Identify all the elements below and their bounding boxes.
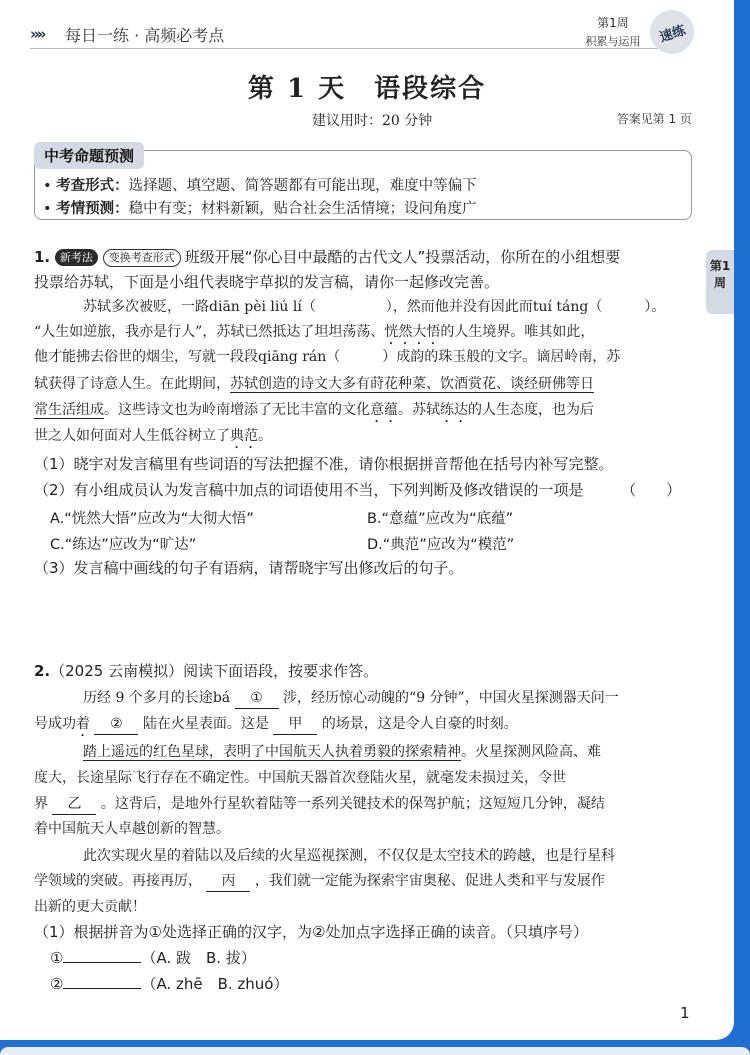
header-divider [30,48,670,49]
q2-para-line-8: 学领域的突破。再接再厉， 丙 ，我们就一定能为探索宇宙奥秘、促进人类和平与发展作 [34,867,605,895]
q2-number: 2. [34,662,51,680]
q2-source: （2025 云南模拟） [50,662,184,680]
q2-answer-2: ② （A. zhē B. zhuó） [50,975,289,993]
series-title: 每日一练 · 高频必考点 [65,26,225,45]
q1-stem-line-2: 投票给苏轼，下面是小组代表晓宇草拟的发言稿，请你一起修改完善。 [34,273,500,291]
q1-stem-1: 班级开展“你心目中最酷的古代文人”投票活动，你所在的小组想要 [184,248,621,266]
prediction-line-1: • 考查形式：选择题、填空题、简答题都有可能出现，难度中等偏下 [43,178,477,194]
prediction-text-2: 稳中有变；材料新颖，贴合社会生活情境；设问角度广 [128,201,477,217]
pinyin-3: qiāng rán [258,349,327,365]
side-week-tab: 第1周 [706,250,734,314]
blank-bing[interactable]: 丙 [206,871,250,892]
q2-para-line-7: 此次实现火星的着陆以及后续的火星巡视探测，不仅仅是太空技术的跨越，也是行星科 [83,848,615,864]
suggested-time: 建议用时：20 分钟 [312,113,433,129]
next-page-edge [0,1047,750,1055]
answer-line-1[interactable] [63,962,141,963]
blank-1[interactable]: ① [235,688,279,709]
q1-para-line-1: 苏轼多次被贬，一路diān pèi liú lí（ ），然而他并没有因此而tuí táng（ ）。 [83,299,666,315]
q1-para-line-4: 轼获得了诗意人生。在此期间，苏轼创造的诗文大多有莳花种菜、饮酒赏花、谈经研佛等日 [34,376,594,392]
q1-sub-3: （3）发言稿中画线的句子有语病，请帮晓宇写出修改后的句子。 [34,559,464,577]
badge-icon: 速练 [644,4,699,59]
option-b[interactable]: B.“意蕴”应改为“底蕴” [367,511,514,527]
q1-sub-2: （2）有小组成员认为发言稿中加点的词语使用不当，下列判断及修改错误的一项是 （ ） [34,481,682,499]
dotted-char-zhuo: 着 [76,716,90,732]
underlined-sentence-2: 踏上遥远的红色星球，表明了中国航天人执着勇毅的探索精神 [83,744,461,760]
q1-para-line-2: “人生如逆旅，我亦是行人”，苏轼已然抵达了坦坦荡荡、恍然大悟的人生境界。唯其如此， [34,324,595,340]
new-method-badge: 新考法 [55,249,98,266]
week-number: 第1周 [597,16,629,30]
q2-para-line-5: 界 乙 。这背后，是地外行星软着陆等一系列关键技术的保驾护航；这短短几分钟，凝结 [34,790,605,818]
q1-number: 1. [34,248,51,266]
q2-para-line-9: 出新的更大贡献！ [34,899,146,915]
pinyin-ba: bá [212,690,231,706]
answer-reference: 答案见第 1 页 [616,112,692,126]
prediction-label-1: 考查形式： [56,178,129,194]
page-number: 1 [680,1004,690,1022]
q1-para-line-5: 常生活组成。这些诗文也为岭南增添了无比丰富的文化意蕴。苏轼练达的人生态度，也为后 [34,402,594,418]
dotted-word-3: 练达 [440,402,468,418]
option-d[interactable]: D.“典范”应改为“模范” [367,537,515,553]
q2-sub-1: （1）根据拼音为①处选择正确的汉字，为②处加点字选择正确的读音。（只填序号） [34,923,588,941]
prediction-label-2: 考情预测： [56,201,129,217]
prediction-tag: 中考命题预测 [34,142,144,169]
q2-answer-1: ① （A. 跋 B. 拔） [50,949,256,967]
answer-blank-3[interactable]: （ ） [326,349,397,365]
q2-para-line-2: 号成功着 ② 陆在火星表面。这是 甲 的场景，这是令人自豪的时刻。 [34,710,518,740]
pinyin-1: diān pèi liú lí [209,299,302,315]
answer-line-2[interactable] [63,988,141,989]
prediction-text-1: 选择题、填空题、简答题都有可能出现，难度中等偏下 [128,178,477,194]
section-name: 积累与运用 [585,35,641,48]
choice-answer-paren[interactable]: （ ） [628,481,682,499]
dotted-word-1: 恍然大悟 [384,324,441,340]
q2-para-line-4: 度大，长途星际飞行存在不确定性。中国航天器首次登陆火星，就毫发未损过关，令世 [34,770,566,786]
option-c[interactable]: C.“练达”应改为“旷达” [50,537,197,553]
q2-para-line-1: 历经 9 个多月的长途bá ① 涉，经历惊心动魄的“9 分钟”，中国火星探测器天问一 [83,684,619,712]
q1-stem-line-1 [34,243,620,271]
blank-2[interactable]: ② [94,714,138,735]
q2-stem: 2.（2025 云南模拟）阅读下面语段，按要求作答。 [34,662,379,680]
underlined-sentence: 苏轼创造的诗文大多有莳花种菜、饮酒赏花、谈经研佛等日 [230,376,594,392]
option-a[interactable]: A.“恍然大悟”应改为“大彻大悟” [50,511,254,527]
answer-blank-2[interactable]: （ ） [588,299,652,315]
pinyin-2: tuí táng [532,299,589,315]
q1-para-line-6: 世之人如何面对人生低谷树立了典范。 [34,428,272,444]
prediction-line-2: • 考情预测：稳中有变；材料新颖，贴合社会生活情境；设问角度广 [43,201,477,217]
dotted-word-2: 意蕴 [370,402,398,418]
q1-para-line-3: 他才能拂去俗世的烟尘，写就一段段qiāng rán（ ）成韵的珠玉般的文字。谪居岭南，苏 [34,349,621,365]
blank-jia[interactable]: 甲 [273,714,317,735]
dotted-word-4: 典范 [230,428,258,444]
q2-para-line-6: 着中国航天人卓越创新的智慧。 [34,821,230,837]
week-label [582,14,644,49]
form-badge: 变换考查形式 [103,249,181,267]
page-title: 第 1 天 语段综合 [247,74,487,104]
q2-para-line-3: 踏上遥远的红色星球，表明了中国航天人执着勇毅的探索精神。火星探测风险高、难 [83,744,601,760]
answer-blank-1[interactable]: （ ） [301,299,393,315]
q1-sub-1: （1）晓宇对发言稿里有些词语的写法把握不准，请你根据拼音帮他在括号内补写完整。 [34,455,614,473]
blank-yi[interactable]: 乙 [52,794,96,815]
chevron-right-icon: »» [30,25,44,43]
